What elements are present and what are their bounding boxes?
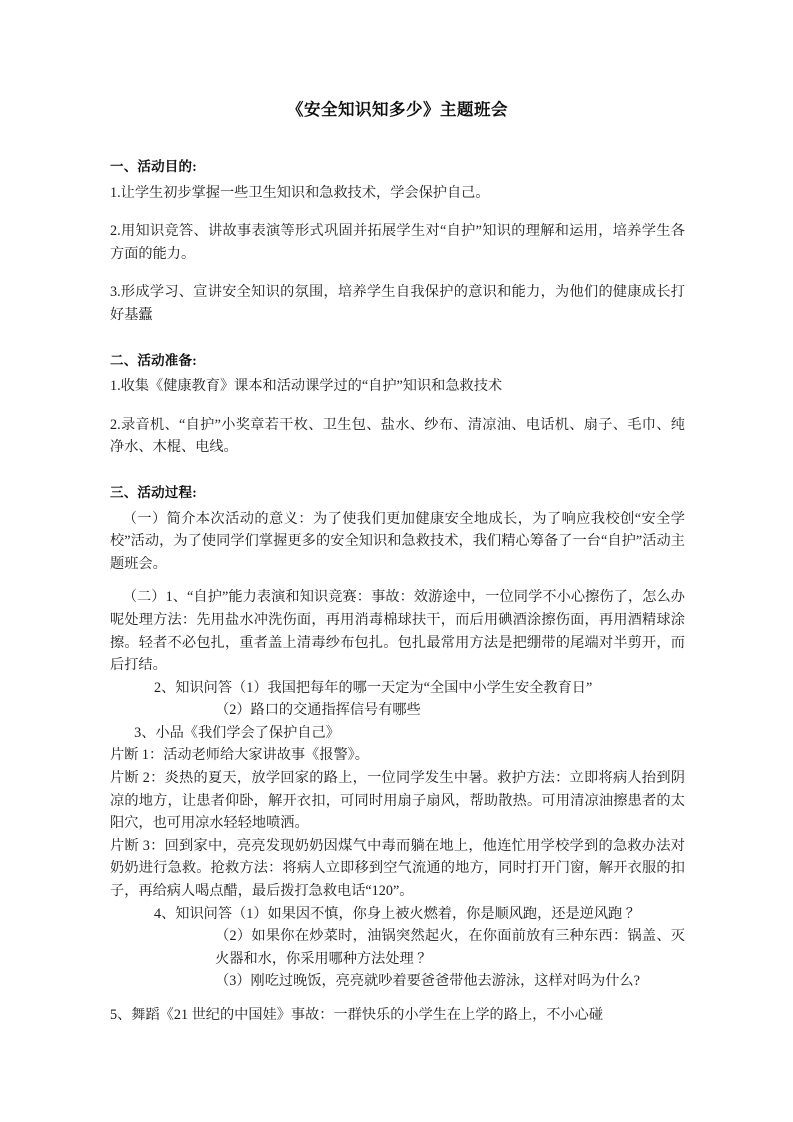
paragraph-dance-item5: 5、舞蹈《21 世纪的中国娃》事故：一群快乐的小学生在上学的路上，不小心碰: [110, 1007, 604, 1023]
paragraph-fragment-2: 片断 2：炎热的夏天，放学回家的路上，一位同学发生中暑。救护方法：立即将病人抬到阴凉的地方，让患者仰卧，解开衣扣，可同时用扇子扇风，帮助散热。可用清凉油擦患者的太阳穴，也可用凉水轻轻地喷洒。: [110, 770, 685, 832]
paragraph-quiz-4-item3: （3）刚吃过晚饭，亮亮就吵着要爸爸带他去游泳，这样对吗为什么?: [215, 973, 640, 990]
spacer: [110, 993, 685, 1004]
paragraph-quiz-2-item2: （2）路口的交通指挥信号有哪些: [215, 702, 421, 719]
spacer: [110, 398, 685, 414]
paragraph-purpose-2: 2.用知识竞答、讲故事表演等形式巩固并拓展学生对“自护”知识的理解和运用，培养学生各方面的能力。: [110, 223, 685, 262]
section-heading-activity-purpose: 一、活动目的:: [110, 159, 197, 175]
spacer: [110, 204, 685, 220]
spacer: [110, 327, 685, 351]
paragraph-purpose-1: 1.让学生初步掌握一些卫生知识和急救技术，学会保护自己。: [110, 184, 490, 201]
spacer: [110, 121, 685, 157]
paragraph-process-intro: （一）简介本次活动的意义：为了使我们更加健康安全地成长，为了响应我校创“安全学校”活动，为了使同学们掌握更多的安全知识和急救技术，我们精心筹备了一台“自护”活动主题班会。: [110, 510, 685, 572]
paragraph-quiz-4-item1: 4、知识问答（1）如果因不慎，你身上被火燃着，你是顺风跑，还是逆风跑 ？: [154, 905, 640, 922]
spacer: [110, 265, 685, 281]
paragraph-process-part2-performance: （二）1、“自护”能力表演和知识竞赛：事故：效游途中，一位同学不小心擦伤了，怎么办呢处理方法：先用盐水冲洗伤面，再用消毒棉球扶干，而后用碘酒涂擦伤面，再用酒精球涂擦。轻者不必包扎，重者盖上清毒纱布包扎。包扎最常用方法是把绷带的尾端对半剪开，而后打结。: [110, 589, 685, 674]
paragraph-fragment-1: 片断 1：活动老师给大家讲故事《报警》。: [110, 747, 369, 764]
paragraph-preparation-2: 2.录音机、“自护”小奖章若干枚、卫生包、盐水、纱布、清凉油、电话机、扇子、毛巾、纯净水、木棍、电线。: [110, 416, 685, 456]
paragraph-quiz-2-item1: 2、知识问答（1）我国把每年的哪一天定为“全国中小学生安全教育日”: [154, 679, 593, 696]
section-heading-activity-process: 三、活动过程:: [110, 484, 197, 500]
section-heading-activity-preparation: 二、活动准备:: [110, 352, 197, 368]
paragraph-quiz-4-item2: （2）如果你在炒菜时，油锅突然起火，在你面前放有三种东西：锅盖、灭火器和水，你采用哪种方法处理 ？: [215, 928, 685, 967]
paragraph-fragment-3: 片断 3：回到家中，亮亮发现奶奶因煤气中毒而躺在地上，他连忙用学校学到的急救办法对奶奶进行急救。抢救方法：将病人立即移到空气流通的地方，同时打开门窗，解开衣服的扣子，再给病人喝点醋，最后拨打急救电话“120”。: [110, 837, 685, 900]
document-body: [110, 0, 685, 1027]
spacer: [110, 459, 685, 483]
spacer: [110, 575, 685, 586]
paragraph-skit-title: 3、小品《我们学会了保护自己》: [134, 724, 340, 741]
page-title: 《安全知识知多少》主题班会: [287, 100, 508, 119]
paragraph-preparation-1: 1.收集《健康教育》课本和活动课学过的“自护”知识和急救技术: [110, 378, 503, 395]
paragraph-purpose-3: 3.形成学习、宣讲安全知识的氛围，培养学生自我保护的意识和能力，为他们的健康成长打好基蠹: [110, 284, 685, 324]
